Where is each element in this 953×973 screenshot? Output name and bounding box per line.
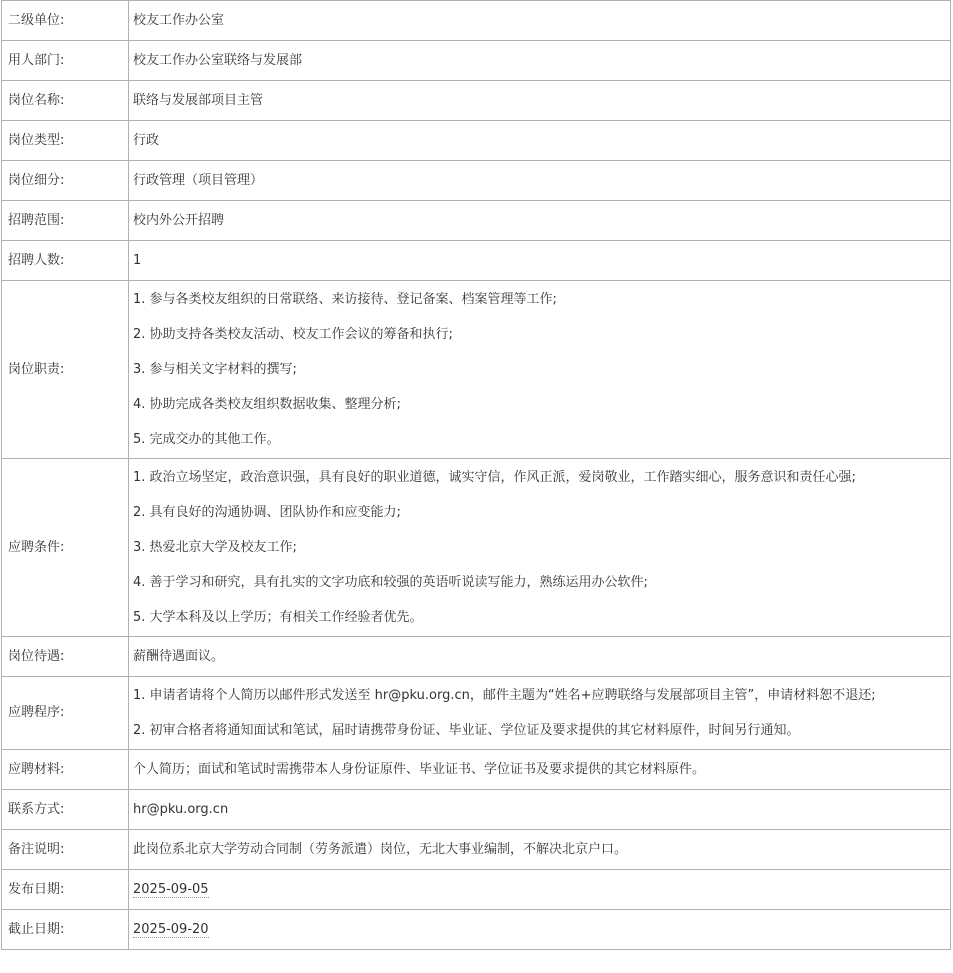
- procedure-item: 1. 申请者请将个人简历以邮件形式发送至 hr@pku.org.cn，邮件主题为“姓名+应聘联络与发展部项目主管”，申请材料恕不退还;: [133, 688, 876, 703]
- position-type-value: 行政: [129, 121, 951, 161]
- headcount-label: 招聘人数:: [2, 241, 129, 281]
- deadline-label: 截止日期:: [2, 910, 129, 950]
- publish-date-value: 2025-09-05: [133, 881, 209, 897]
- unit-label: 二级单位:: [2, 1, 129, 41]
- position-name-value: 联络与发展部项目主管: [129, 81, 951, 121]
- notes-value: 此岗位系北京大学劳动合同制（劳务派遣）岗位，无北大事业编制，不解决北京户口。: [129, 830, 951, 870]
- requirements-value: [129, 459, 951, 637]
- deadline-cell: [129, 910, 951, 950]
- requirements-label: 应聘条件:: [2, 459, 129, 637]
- contact-value: hr@pku.org.cn: [129, 790, 951, 830]
- row-deadline: [2, 910, 951, 950]
- duty-item: 4. 协助完成各类校友组织数据收集、整理分析;: [133, 397, 401, 412]
- row-department: [2, 41, 951, 81]
- department-label: 用人部门:: [2, 41, 129, 81]
- publish-date-label: 发布日期:: [2, 870, 129, 910]
- row-recruit-scope: [2, 201, 951, 241]
- duty-item: 5. 完成交办的其他工作。: [133, 432, 280, 447]
- requirement-item: 1. 政治立场坚定，政治意识强，具有良好的职业道德，诚实守信，作风正派，爱岗敬业，工作踏实细心，服务意识和责任心强;: [133, 470, 856, 485]
- recruit-scope-value: 校内外公开招聘: [129, 201, 951, 241]
- requirement-item: 2. 具有良好的沟通协调、团队协作和应变能力;: [133, 505, 401, 520]
- procedure-item: 2. 初审合格者将通知面试和笔试，届时请携带身份证、毕业证、学位证及要求提供的其它材料原件，时间另行通知。: [133, 723, 800, 738]
- position-subtype-label: 岗位细分:: [2, 161, 129, 201]
- row-notes: [2, 830, 951, 870]
- job-info-table: [1, 0, 951, 950]
- recruit-scope-label: 招聘范围:: [2, 201, 129, 241]
- duties-label: 岗位职责:: [2, 281, 129, 459]
- row-headcount: [2, 241, 951, 281]
- procedure-label: 应聘程序:: [2, 677, 129, 750]
- row-duties: [2, 281, 951, 459]
- unit-value: 校友工作办公室: [129, 1, 951, 41]
- salary-value: 薪酬待遇面议。: [129, 637, 951, 677]
- row-position-type: [2, 121, 951, 161]
- requirement-item: 3. 热爱北京大学及校友工作;: [133, 540, 297, 555]
- position-subtype-value: 行政管理（项目管理）: [129, 161, 951, 201]
- position-name-label: 岗位名称:: [2, 81, 129, 121]
- row-unit: [2, 1, 951, 41]
- position-type-label: 岗位类型:: [2, 121, 129, 161]
- headcount-value: 1: [129, 241, 951, 281]
- duties-value: [129, 281, 951, 459]
- publish-date-cell: [129, 870, 951, 910]
- row-materials: [2, 750, 951, 790]
- duty-item: 2. 协助支持各类校友活动、校友工作会议的筹备和执行;: [133, 327, 453, 342]
- materials-value: 个人简历；面试和笔试时需携带本人身份证原件、毕业证书、学位证书及要求提供的其它材料原件。: [129, 750, 951, 790]
- row-position-subtype: [2, 161, 951, 201]
- notes-label: 备注说明:: [2, 830, 129, 870]
- duty-item: 3. 参与相关文字材料的撰写;: [133, 362, 297, 377]
- salary-label: 岗位待遇:: [2, 637, 129, 677]
- materials-label: 应聘材料:: [2, 750, 129, 790]
- department-value: 校友工作办公室联络与发展部: [129, 41, 951, 81]
- deadline-value: 2025-09-20: [133, 921, 209, 937]
- requirement-item: 4. 善于学习和研究，具有扎实的文字功底和较强的英语听说读写能力，熟练运用办公软件;: [133, 575, 648, 590]
- row-publish-date: [2, 870, 951, 910]
- contact-label: 联系方式:: [2, 790, 129, 830]
- row-requirements: [2, 459, 951, 637]
- procedure-value: [129, 677, 951, 750]
- requirement-item: 5. 大学本科及以上学历；有相关工作经验者优先。: [133, 610, 423, 625]
- duty-item: 1. 参与各类校友组织的日常联络、来访接待、登记备案、档案管理等工作;: [133, 292, 557, 307]
- row-contact: [2, 790, 951, 830]
- row-procedure: [2, 677, 951, 750]
- row-salary: [2, 637, 951, 677]
- row-position-name: [2, 81, 951, 121]
